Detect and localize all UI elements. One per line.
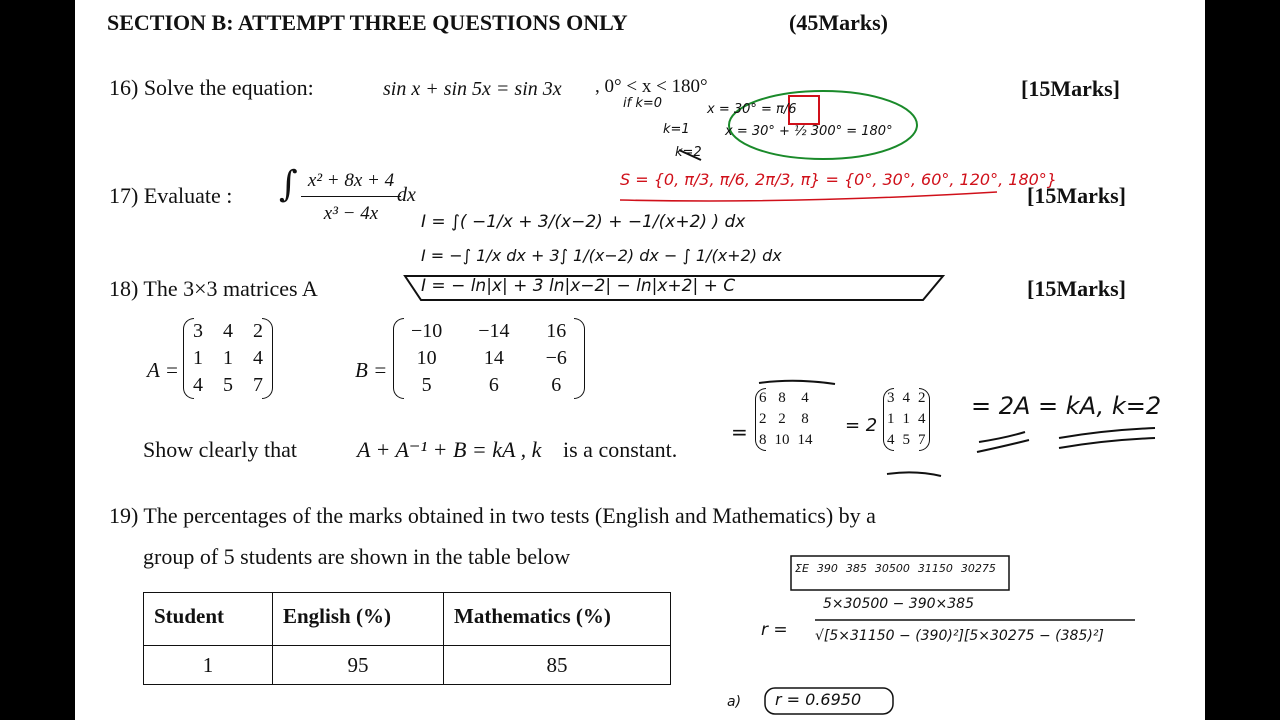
q16-range: , 0° < x < 180° bbox=[595, 76, 708, 97]
factor-cell: 2 bbox=[918, 390, 926, 406]
factor-cell: 3 bbox=[887, 390, 895, 406]
note-x-line1: x = 30° = π/6 bbox=[707, 102, 797, 117]
note-k1: k=1 bbox=[663, 122, 690, 137]
q17-fraction-bar bbox=[301, 196, 401, 197]
sum-cell: 8 bbox=[778, 390, 786, 406]
b-cell: 14 bbox=[483, 347, 504, 369]
b-cell: 16 bbox=[546, 320, 567, 342]
sum-cell: 4 bbox=[801, 390, 809, 406]
b-cell: 6 bbox=[551, 374, 562, 396]
sum-cell: 14 bbox=[797, 432, 813, 448]
sum-cell: 385 bbox=[845, 562, 867, 575]
sum-cell: 390 bbox=[816, 562, 838, 575]
underline-k bbox=[1059, 428, 1155, 438]
underline-k-2 bbox=[1059, 438, 1155, 448]
sums-row bbox=[795, 562, 996, 575]
factor-cell: 4 bbox=[902, 390, 910, 406]
a-cell: 4 bbox=[253, 347, 263, 369]
q18-show-text: Show clearly that bbox=[143, 437, 297, 462]
factor-cell: 4 bbox=[887, 432, 895, 448]
q18-show-eq: A + A⁻¹ + B = kA , k bbox=[357, 437, 542, 462]
sum-cell: 31150 bbox=[917, 562, 953, 575]
b-cell: −6 bbox=[545, 347, 567, 369]
q17-denominator: x³ − 4x bbox=[323, 203, 379, 224]
table-cell: 1 bbox=[144, 646, 273, 685]
a-cell: 4 bbox=[223, 320, 233, 342]
q17-dx: dx bbox=[397, 184, 416, 206]
table-cell: 95 bbox=[273, 646, 444, 685]
table-header: English (%) bbox=[273, 593, 444, 646]
factor-cell: 1 bbox=[887, 411, 895, 427]
note-eq-sign: = bbox=[731, 420, 748, 444]
q16-marks: [15Marks] bbox=[1021, 76, 1120, 101]
note-solution-set: S = {0, π/3, π/6, 2π/3, π} = {0°, 30°, 60°, 120°, 180°} bbox=[620, 170, 1057, 189]
underline-factor bbox=[887, 472, 941, 476]
b-cell: 10 bbox=[416, 347, 437, 369]
sum-cell: 10 bbox=[774, 432, 790, 448]
note-r-result: r = 0.6950 bbox=[775, 690, 862, 709]
score-table bbox=[143, 592, 671, 685]
note-result-2a: = 2A = kA, k=2 bbox=[971, 392, 1162, 420]
q18-label: 18) The 3×3 matrices A bbox=[109, 276, 318, 301]
note-if-k0: if k=0 bbox=[623, 96, 663, 111]
note-r-numerator: 5×30500 − 390×385 bbox=[823, 596, 974, 612]
table-header: Student bbox=[144, 593, 273, 646]
sum-cell: 2 bbox=[759, 411, 767, 427]
a-cell: 1 bbox=[223, 347, 233, 369]
matrix-a bbox=[183, 318, 273, 399]
table-row bbox=[144, 646, 671, 685]
a-cell: 5 bbox=[223, 374, 233, 396]
section-title: SECTION B: ATTEMPT THREE QUESTIONS ONLY bbox=[107, 10, 628, 35]
note-a-label: a) bbox=[727, 694, 742, 710]
q19-line2: group of 5 students are shown in the table below bbox=[143, 544, 571, 569]
b-cell: −10 bbox=[411, 320, 443, 342]
table-cell: 85 bbox=[444, 646, 671, 685]
sum-cell: 30500 bbox=[874, 562, 910, 575]
matrix-b-label: B = bbox=[355, 358, 388, 382]
a-cell: 2 bbox=[253, 320, 263, 342]
a-cell: 4 bbox=[193, 374, 203, 396]
matrix-b bbox=[393, 318, 585, 399]
q17-marks: [15Marks] bbox=[1027, 183, 1126, 208]
q18-show-end: is a constant. bbox=[563, 437, 678, 462]
sum-cell: 2 bbox=[778, 411, 786, 427]
note-r-label: r = bbox=[761, 620, 788, 640]
sum-cell: ΣE bbox=[795, 562, 809, 575]
factor-cell: 7 bbox=[918, 432, 926, 448]
q16-label: 16) Solve the equation: bbox=[109, 75, 314, 100]
a-cell: 7 bbox=[253, 374, 263, 396]
note-integral-line2: I = −∫ 1/x dx + 3∫ 1/(x−2) dx − ∫ 1/(x+2) dx bbox=[421, 246, 782, 265]
note-r-denominator: √[5×31150 − (390)²][5×30275 − (385)²] bbox=[815, 628, 1104, 644]
factor-matrix bbox=[883, 388, 930, 451]
sum-cell: 6 bbox=[759, 390, 767, 406]
overline-sum bbox=[759, 381, 835, 384]
b-cell: −14 bbox=[478, 320, 510, 342]
a-cell: 3 bbox=[193, 320, 203, 342]
q18-marks: [15Marks] bbox=[1027, 276, 1126, 301]
note-x-line2: x = 30° + ½ 300° = 180° bbox=[725, 124, 893, 139]
table-header: Mathematics (%) bbox=[444, 593, 671, 646]
underline-2a bbox=[979, 432, 1025, 442]
sum-cell: 8 bbox=[801, 411, 809, 427]
a-cell: 1 bbox=[193, 347, 203, 369]
note-integral-line1: I = ∫( −1/x + 3/(x−2) + −1/(x+2) ) dx bbox=[421, 212, 746, 232]
b-cell: 5 bbox=[421, 374, 432, 396]
factor-cell: 5 bbox=[902, 432, 910, 448]
q17-label: 17) Evaluate : bbox=[109, 183, 233, 208]
integral-sign: ∫ bbox=[279, 164, 298, 205]
note-eq-2: = 2 bbox=[845, 415, 878, 436]
sum-cell: 30275 bbox=[960, 562, 996, 575]
document-page bbox=[75, 0, 1205, 720]
factor-cell: 1 bbox=[902, 411, 910, 427]
factor-cell: 4 bbox=[918, 411, 926, 427]
q17-numerator: x² + 8x + 4 bbox=[307, 170, 395, 191]
sum-cell: 8 bbox=[759, 432, 767, 448]
sum-matrix bbox=[755, 388, 817, 451]
matrix-a-label: A = bbox=[147, 358, 179, 382]
q16-equation: sin x + sin 5x = sin 3x bbox=[383, 78, 562, 100]
section-marks: (45Marks) bbox=[789, 10, 888, 35]
q19-line1: 19) The percentages of the marks obtained in two tests (English and Mathematics) by a bbox=[109, 503, 876, 528]
red-underline bbox=[620, 192, 997, 201]
note-k2: k=2 bbox=[675, 145, 702, 160]
note-integral-line3: I = − ln|x| + 3 ln|x−2| − ln|x+2| + C bbox=[421, 276, 736, 296]
b-cell: 6 bbox=[488, 374, 499, 396]
